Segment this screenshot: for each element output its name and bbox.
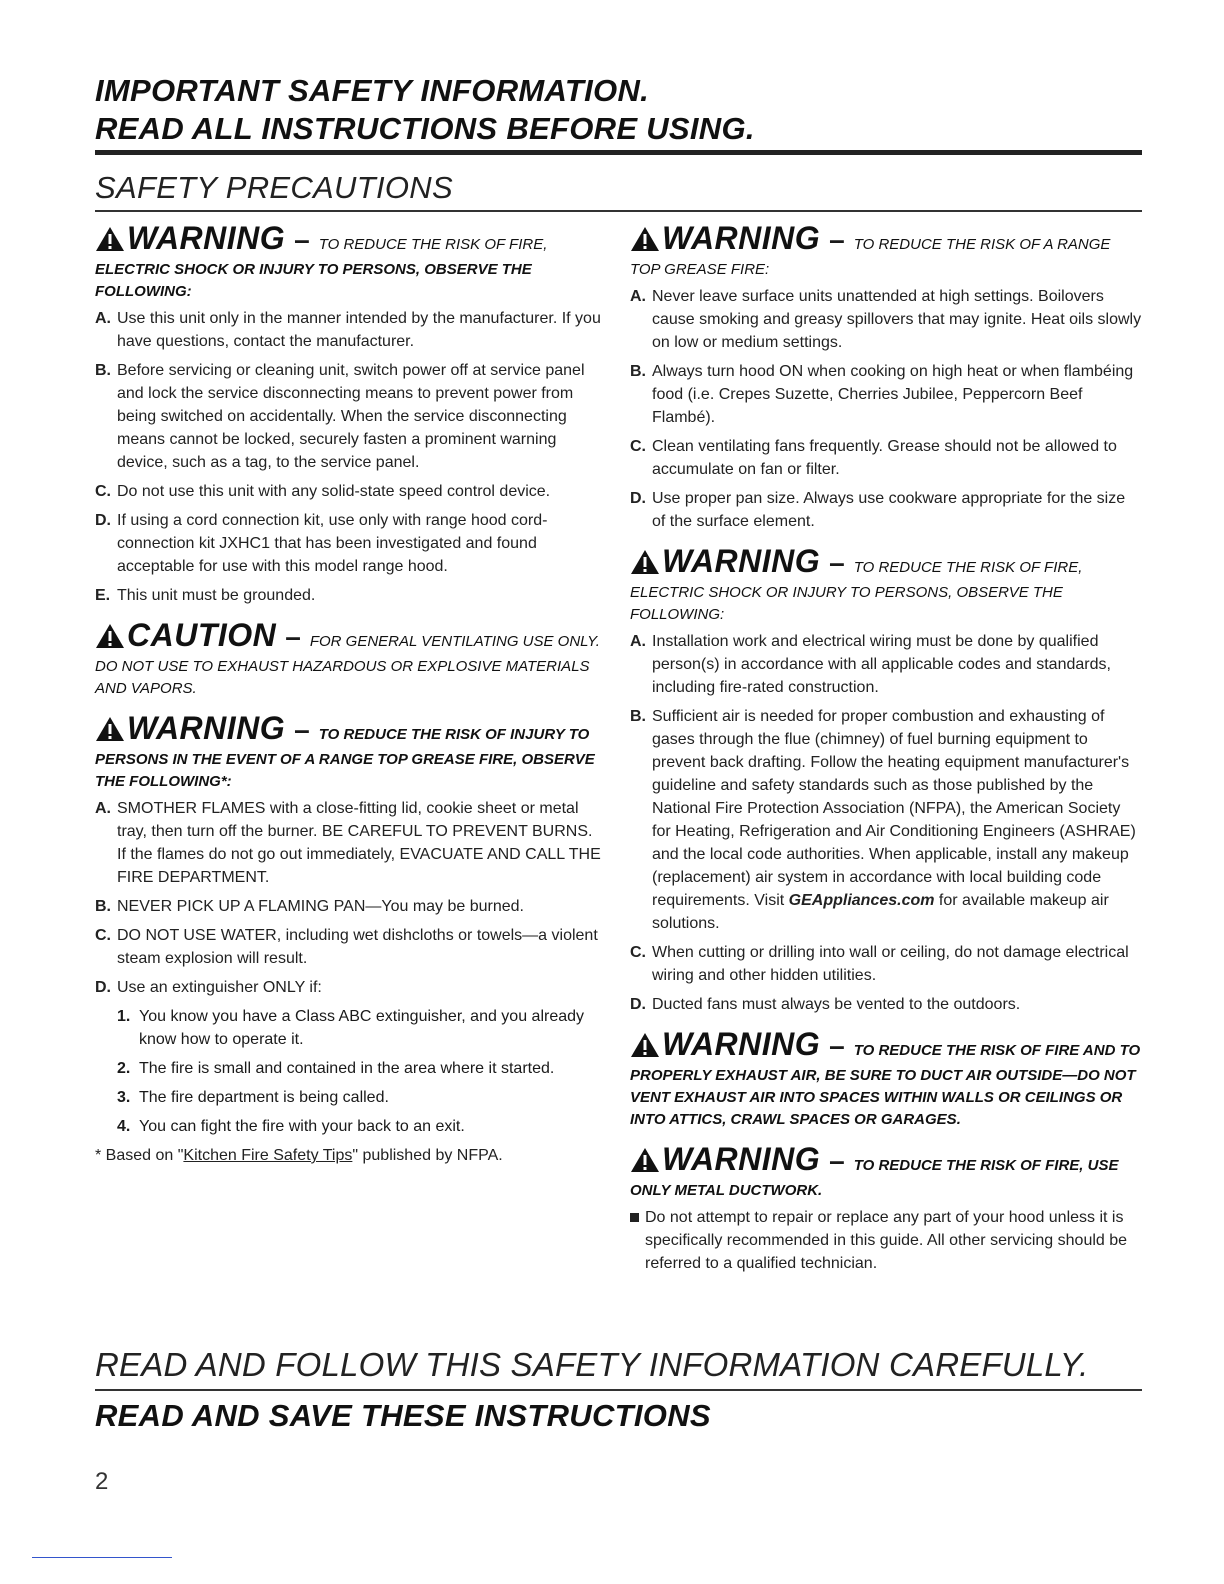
warning-continuation: PROPERLY EXHAUST AIR, BE SURE TO DUCT AIR OUTSIDE—DO NOT VENT EXHAUST AIR INTO SPACES WITHIN WALLS OR CEILINGS OR INTO ATTICS, CRAWL SPACES OR GARAGES. xyxy=(630,1067,1136,1128)
warning-lead: TO REDUCE THE RISK OF FIRE, USE xyxy=(853,1157,1119,1174)
warning-items xyxy=(95,307,605,607)
list-item: E. This unit must be grounded. xyxy=(95,587,316,604)
list-item: D. Use an extinguisher ONLY if: xyxy=(95,979,322,996)
warning-dash: – xyxy=(829,1145,845,1176)
list-item: B. Sufficient air is needed for proper combustion and exhausting of gases through the flue (chimney) of fuel burning equipment to prevent back drafting. Follow the heating equipment manufacturer's guideline and safety standards such as those published by the National Fire Protection Association (NFPA), the American Society for Heating, Refrigeration and Air Conditioning Engineers (ASHRAE) and the local code authorities. When applicable, install any makeup (replacement) air system in accordance with local building code requirements. Visit GEAppliances.com for available makeup air solutions. xyxy=(630,708,1136,932)
caution-triangle-icon xyxy=(95,623,125,649)
sub-list-item: 1. You know you have a Class ABC extinguisher, and you already know how to operate it. xyxy=(117,1008,585,1048)
warning-triangle-icon xyxy=(630,1147,660,1173)
list-item: D. If using a cord connection kit, use only with range hood cord-connection kit JXHC1 that has been investigated and found acceptable for use with this model range hood. xyxy=(95,512,548,575)
caution-continuation: DO NOT USE TO EXHAUST HAZARDOUS OR EXPLOSIVE MATERIALS AND VAPORS. xyxy=(95,658,590,697)
section-rule xyxy=(95,210,1142,212)
warning-word: WARNING xyxy=(662,543,821,579)
caution-dash: – xyxy=(285,621,301,652)
warning-word: WARNING xyxy=(662,220,821,256)
warning-lead: TO REDUCE THE RISK OF FIRE AND TO xyxy=(853,1042,1141,1059)
list-item: A. Installation work and electrical wiring must be done by qualified person(s) in accordance with all applicable codes and standards, including fire-rated construction. xyxy=(630,633,1111,696)
warning-dash: – xyxy=(829,547,845,578)
warning-dash: – xyxy=(294,224,310,255)
list-item: C. DO NOT USE WATER, including wet dishcloths or towels—a violent steam explosion will result. xyxy=(95,927,598,967)
footer-rule xyxy=(95,1389,1142,1391)
warning-continuation: ELECTRIC SHOCK OR INJURY TO PERSONS, OBSERVE THE FOLLOWING: xyxy=(95,261,532,300)
list-item: C. When cutting or drilling into wall or ceiling, do not damage electrical wiring and other hidden utilities. xyxy=(630,944,1129,984)
warning-dash: – xyxy=(294,714,310,745)
warning-word: WARNING xyxy=(127,710,286,746)
right-column xyxy=(630,220,1142,1285)
warning-block-fire-shock xyxy=(95,220,605,607)
list-item: C. Clean ventilating fans frequently. Grease should not be allowed to accumulate on fan or filter. xyxy=(630,438,1117,478)
caution-lead: FOR GENERAL VENTILATING USE ONLY. xyxy=(309,633,600,650)
manual-page xyxy=(95,0,1142,1584)
footnote: * Based on "Kitchen Fire Safety Tips" published by NFPA. xyxy=(95,1147,503,1164)
extinguisher-conditions xyxy=(117,1005,605,1138)
warning-lead: TO REDUCE THE RISK OF INJURY TO xyxy=(318,726,590,743)
warning-continuation: PERSONS IN THE EVENT OF A RANGE TOP GREASE FIRE, OBSERVE THE FOLLOWING*: xyxy=(95,751,595,790)
caution-block xyxy=(95,617,605,700)
warning-word: WARNING xyxy=(662,1026,821,1062)
footer-line-2: READ AND SAVE THESE INSTRUCTIONS xyxy=(95,1398,711,1433)
list-item: D. Use proper pan size. Always use cookware appropriate for the size of the surface element. xyxy=(630,490,1126,530)
list-item: B. NEVER PICK UP A FLAMING PAN—You may be burned. xyxy=(95,898,524,915)
footer-line-1: READ AND FOLLOW THIS SAFETY INFORMATION CAREFULLY. xyxy=(95,1346,1089,1383)
warning-triangle-icon xyxy=(95,226,125,252)
warning-dash: – xyxy=(829,224,845,255)
header-line-2: READ ALL INSTRUCTIONS BEFORE USING. xyxy=(95,111,755,146)
warning-items xyxy=(630,630,1142,1016)
warning-block-duct-outside xyxy=(630,1026,1142,1131)
sub-list-item: 3. The fire department is being called. xyxy=(117,1089,389,1106)
warning-triangle-icon xyxy=(630,226,660,252)
scan-edge-line xyxy=(32,1557,172,1558)
header-line-1: IMPORTANT SAFETY INFORMATION. xyxy=(95,73,650,108)
warning-dash: – xyxy=(829,1030,845,1061)
list-item: D. Ducted fans must always be vented to the outdoors. xyxy=(630,996,1021,1013)
kitchen-fire-safety-link[interactable]: Kitchen Fire Safety Tips xyxy=(183,1147,353,1164)
left-column xyxy=(95,220,605,1177)
warning-lead: TO REDUCE THE RISK OF FIRE, xyxy=(318,236,548,253)
warning-triangle-icon xyxy=(95,716,125,742)
warning-block-installation xyxy=(630,543,1142,1016)
warning-block-grease-fire-injury xyxy=(95,710,605,1167)
page-header xyxy=(95,72,1142,148)
warning-triangle-icon xyxy=(630,549,660,575)
list-item: A. Use this unit only in the manner intended by the manufacturer. If you have questions, contact the manufacturer. xyxy=(95,310,601,350)
sub-list-item: 2. The fire is small and contained in the area where it started. xyxy=(117,1060,555,1077)
warning-lead: TO REDUCE THE RISK OF FIRE, xyxy=(853,559,1083,576)
warning-lead: TO REDUCE THE RISK OF A RANGE xyxy=(853,236,1111,253)
square-bullet-icon xyxy=(630,1213,639,1222)
warning-continuation: TOP GREASE FIRE: xyxy=(630,261,770,278)
caution-word: CAUTION xyxy=(127,617,277,653)
warning-items xyxy=(630,285,1142,533)
warning-items xyxy=(95,797,605,999)
warning-continuation: ELECTRIC SHOCK OR INJURY TO PERSONS, OBSERVE THE FOLLOWING: xyxy=(630,584,1063,623)
warning-block-range-top-grease xyxy=(630,220,1142,533)
warning-block-metal-ductwork xyxy=(630,1141,1142,1275)
list-item: B. Before servicing or cleaning unit, switch power off at service panel and lock the service disconnecting means to prevent power from being switched on accidentally. When the service disconnecting means cannot be locked, securely fasten a prominent warning device, such as a tag, to the service panel. xyxy=(95,362,585,471)
warning-continuation: ONLY METAL DUCTWORK. xyxy=(630,1182,823,1199)
warning-word: WARNING xyxy=(662,1141,821,1177)
bullet-item: Do not attempt to repair or replace any part of your hood unless it is specifically recommended in this guide. All other servicing should be referred to a qualified technician. xyxy=(630,1206,1142,1275)
list-item: A. SMOTHER FLAMES with a close-fitting lid, cookie sheet or metal tray, then turn off the burner. BE CAREFUL TO PREVENT BURNS. If the flames do not go out immediately, EVACUATE AND CALL THE FIRE DEPARTMENT. xyxy=(95,800,601,886)
header-rule xyxy=(95,150,1142,155)
sub-list-item: 4. You can fight the fire with your back to an exit. xyxy=(117,1118,465,1135)
warning-triangle-icon xyxy=(630,1032,660,1058)
warning-word: WARNING xyxy=(127,220,286,256)
page-number: 2 xyxy=(95,1468,109,1495)
ge-appliances-link[interactable]: GEAppliances.com xyxy=(788,892,935,909)
list-item: A. Never leave surface units unattended at high settings. Boilovers cause smoking and greasy spillovers that may ignite. Heat oils slowly on low or medium settings. xyxy=(630,288,1142,351)
section-title: SAFETY PRECAUTIONS xyxy=(95,170,453,205)
list-item: C. Do not use this unit with any solid-state speed control device. xyxy=(95,483,551,500)
list-item: B. Always turn hood ON when cooking on high heat or when flambéing food (i.e. Crepes Suzette, Cherries Jubilee, Peppercorn Beef Flambé). xyxy=(630,363,1134,426)
